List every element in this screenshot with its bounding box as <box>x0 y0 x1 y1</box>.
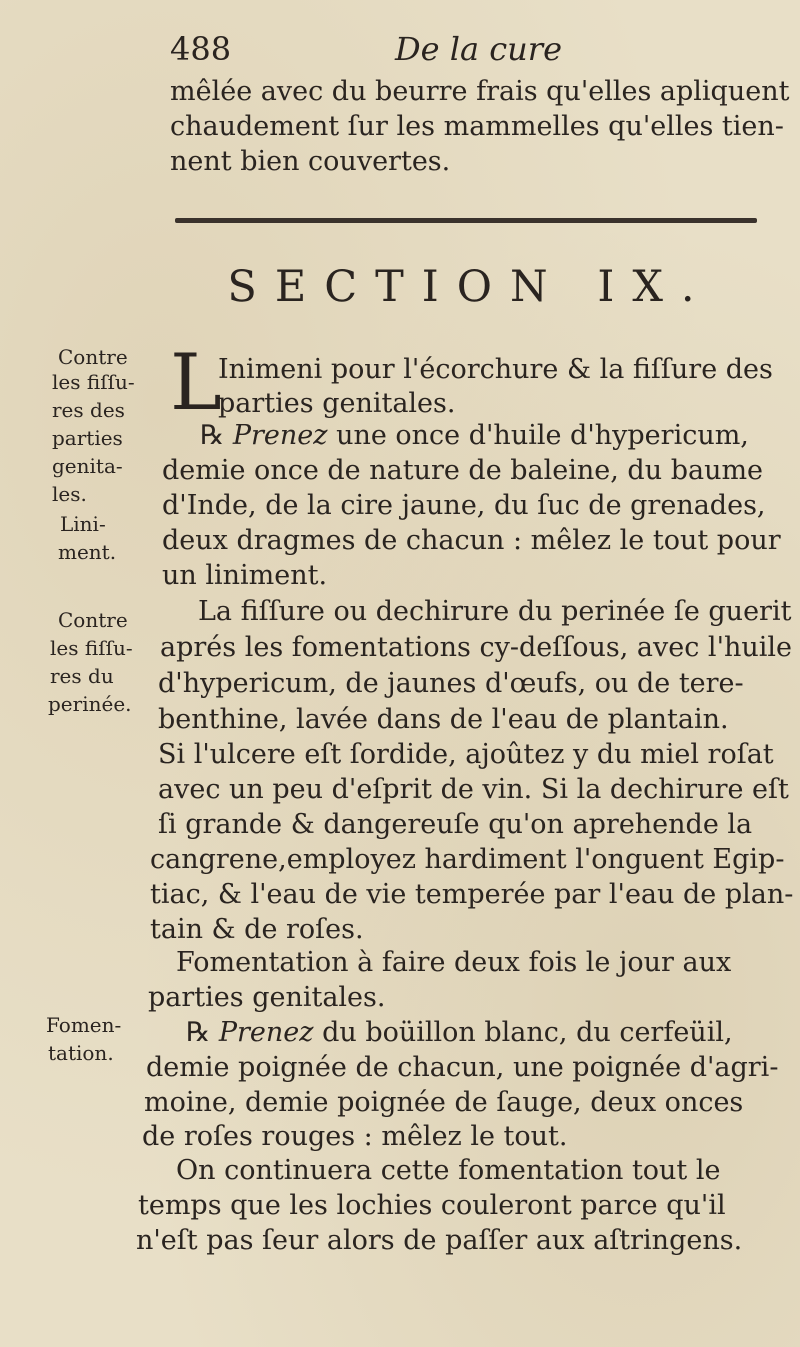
margin-line: perinée. <box>48 692 132 716</box>
text-line: d'Inde, de la cire jaune, du ſuc de grenades, <box>162 490 766 521</box>
recipe-text: une once d'huile d'hypericum, <box>336 420 749 451</box>
text-line: parties genitales. <box>218 388 456 419</box>
drop-cap: L <box>170 338 222 428</box>
margin-line: Fomen- <box>46 1013 122 1037</box>
recipe-line <box>186 1015 733 1050</box>
recipe-text: du boüillon blanc, du cerfeüil, <box>322 1017 733 1048</box>
text-line: avec un peu d'eſprit de vin. Si la dechirure eſt <box>158 774 789 805</box>
page-header <box>170 22 770 70</box>
text-line: nent bien couvertes. <box>170 146 451 177</box>
margin-line: les. <box>52 482 87 506</box>
margin-line: Lini- <box>60 512 106 536</box>
text-line: La fiſſure ou dechirure du perinée ſe guerit <box>198 596 792 627</box>
text-line: tain & de roſes. <box>150 914 364 945</box>
text-line: On continuera cette fomentation tout le <box>176 1155 721 1186</box>
text-line: tiac, & l'eau de vie temperée par l'eau de plan- <box>150 879 794 910</box>
recipe-word: Prenez <box>232 420 328 451</box>
text-line: demie poignée de chacun, une poignée d'agri- <box>146 1052 779 1083</box>
text-line: parties genitales. <box>148 982 386 1013</box>
margin-line: les fiſſu- <box>52 370 135 394</box>
text-line: chaudement ſur les mammelles qu'elles tien- <box>170 111 784 142</box>
recipe-line <box>200 418 749 453</box>
text-line: demie once de nature de baleine, du baume <box>162 455 764 486</box>
section-divider <box>175 218 757 223</box>
text-line: benthine, lavée dans de l'eau de plantain. <box>158 704 729 735</box>
margin-line: genita- <box>52 454 123 478</box>
margin-line: les fiſſu- <box>50 636 133 660</box>
margin-line: res des <box>52 398 125 422</box>
text-line: ſi grande & dangereuſe qu'on aprehende la <box>158 809 753 840</box>
text-line: mêlée avec du beurre frais qu'elles apliquent <box>170 76 790 107</box>
margin-line: res du <box>50 664 114 688</box>
text-line: d'hypericum, de jaunes d'œufs, ou de tere- <box>158 668 744 699</box>
section-title: SECTION IX. <box>227 262 713 312</box>
text-line: Inimeni pour l'écorchure & la fiſſure des <box>218 354 773 385</box>
margin-line: Contre <box>58 345 128 369</box>
text-line: temps que les lochies couleront parce qu'il <box>138 1190 726 1221</box>
text-line: moine, demie poignée de ſauge, deux onces <box>144 1087 744 1118</box>
text-line: Si l'ulcere eſt ſordide, ajoûtez y du miel roſat <box>158 739 774 770</box>
margin-line: parties <box>52 426 123 450</box>
margin-line: tation. <box>48 1041 114 1065</box>
margin-line: Contre <box>58 608 128 632</box>
text-line: n'eſt pas ſeur alors de paſſer aux aſtringens. <box>136 1225 743 1256</box>
text-line: aprés les fomentations cy-deſſous, avec l'huile <box>160 632 793 663</box>
text-line: un liniment. <box>162 560 328 591</box>
text-line: cangrene,employez hardiment l'onguent Egip- <box>150 844 785 875</box>
text-line: deux dragmes de chacun : mêlez le tout pour <box>162 525 781 556</box>
recipe-symbol-icon: ℞ <box>186 1017 211 1048</box>
recipe-symbol-icon: ℞ <box>200 420 225 451</box>
text-line: Fomentation à faire deux fois le jour aux <box>176 947 732 978</box>
running-title: De la cure <box>395 30 563 68</box>
text-line: de roſes rouges : mêlez le tout. <box>142 1121 568 1152</box>
recipe-word: Prenez <box>218 1017 314 1048</box>
page-number: 488 <box>170 30 232 68</box>
margin-line: ment. <box>58 540 117 564</box>
